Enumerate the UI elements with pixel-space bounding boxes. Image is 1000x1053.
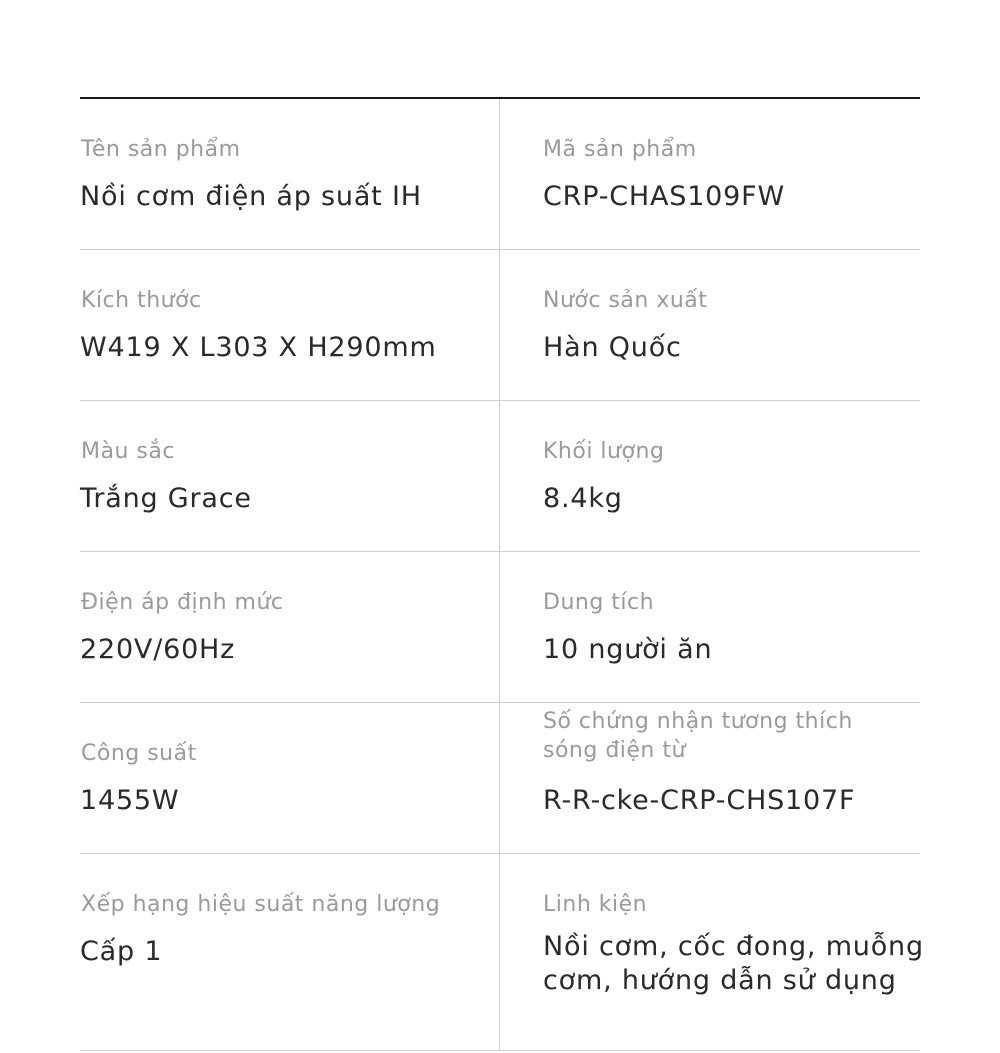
spec-cell-capacity bbox=[500, 552, 920, 702]
spec-value: 10 người ăn bbox=[543, 634, 713, 665]
spec-cell-voltage bbox=[80, 552, 500, 702]
spec-label: Công suất bbox=[81, 741, 197, 766]
spec-value: Cấp 1 bbox=[80, 936, 163, 967]
spec-cell-emc-certificate bbox=[500, 703, 920, 853]
spec-cell-product-code bbox=[500, 99, 920, 249]
spec-row bbox=[80, 250, 920, 401]
spec-value: Nồi cơm điện áp suất IH bbox=[80, 181, 422, 212]
spec-label: Số chứng nhận tương thích sóng điện từ bbox=[543, 709, 853, 763]
spec-cell-weight bbox=[500, 401, 920, 551]
spec-label: Điện áp định mức bbox=[81, 590, 284, 615]
spec-label: Màu sắc bbox=[81, 439, 175, 464]
spec-cell-dimensions bbox=[80, 250, 500, 400]
spec-row bbox=[80, 401, 920, 552]
spec-cell-country bbox=[500, 250, 920, 400]
spec-row bbox=[80, 854, 924, 1051]
spec-value: Trắng Grace bbox=[80, 483, 252, 514]
spec-cell-power bbox=[80, 703, 500, 853]
spec-value: CRP-CHAS109FW bbox=[543, 181, 785, 212]
spec-row bbox=[80, 703, 920, 854]
spec-label: Tên sản phẩm bbox=[81, 137, 241, 162]
spec-label: Khối lượng bbox=[543, 439, 665, 464]
spec-cell-components bbox=[500, 854, 924, 1050]
spec-value: Hàn Quốc bbox=[543, 332, 682, 363]
spec-label: Linh kiện bbox=[543, 892, 648, 917]
spec-label: Nước sản xuất bbox=[543, 288, 708, 313]
spec-value: 1455W bbox=[80, 785, 180, 816]
spec-value: Nồi cơm, cốc đong, muỗng cơm, hướng dẫn sử dụng bbox=[543, 931, 924, 996]
spec-value: 220V/60Hz bbox=[80, 634, 236, 665]
spec-cell-energy-rating bbox=[80, 854, 500, 1050]
spec-label: Dung tích bbox=[543, 590, 655, 615]
spec-label: Xếp hạng hiệu suất năng lượng bbox=[81, 892, 441, 917]
spec-value: R-R-cke-CRP-CHS107F bbox=[543, 785, 856, 816]
spec-label: Mã sản phẩm bbox=[543, 137, 697, 162]
spec-cell-product-name bbox=[80, 99, 500, 249]
spec-label: Kích thước bbox=[81, 288, 202, 313]
spec-value: W419 X L303 X H290mm bbox=[80, 332, 437, 363]
spec-table bbox=[80, 97, 924, 1051]
spec-value: 8.4kg bbox=[543, 483, 623, 514]
spec-cell-color bbox=[80, 401, 500, 551]
spec-row bbox=[80, 99, 920, 250]
spec-row bbox=[80, 552, 920, 703]
